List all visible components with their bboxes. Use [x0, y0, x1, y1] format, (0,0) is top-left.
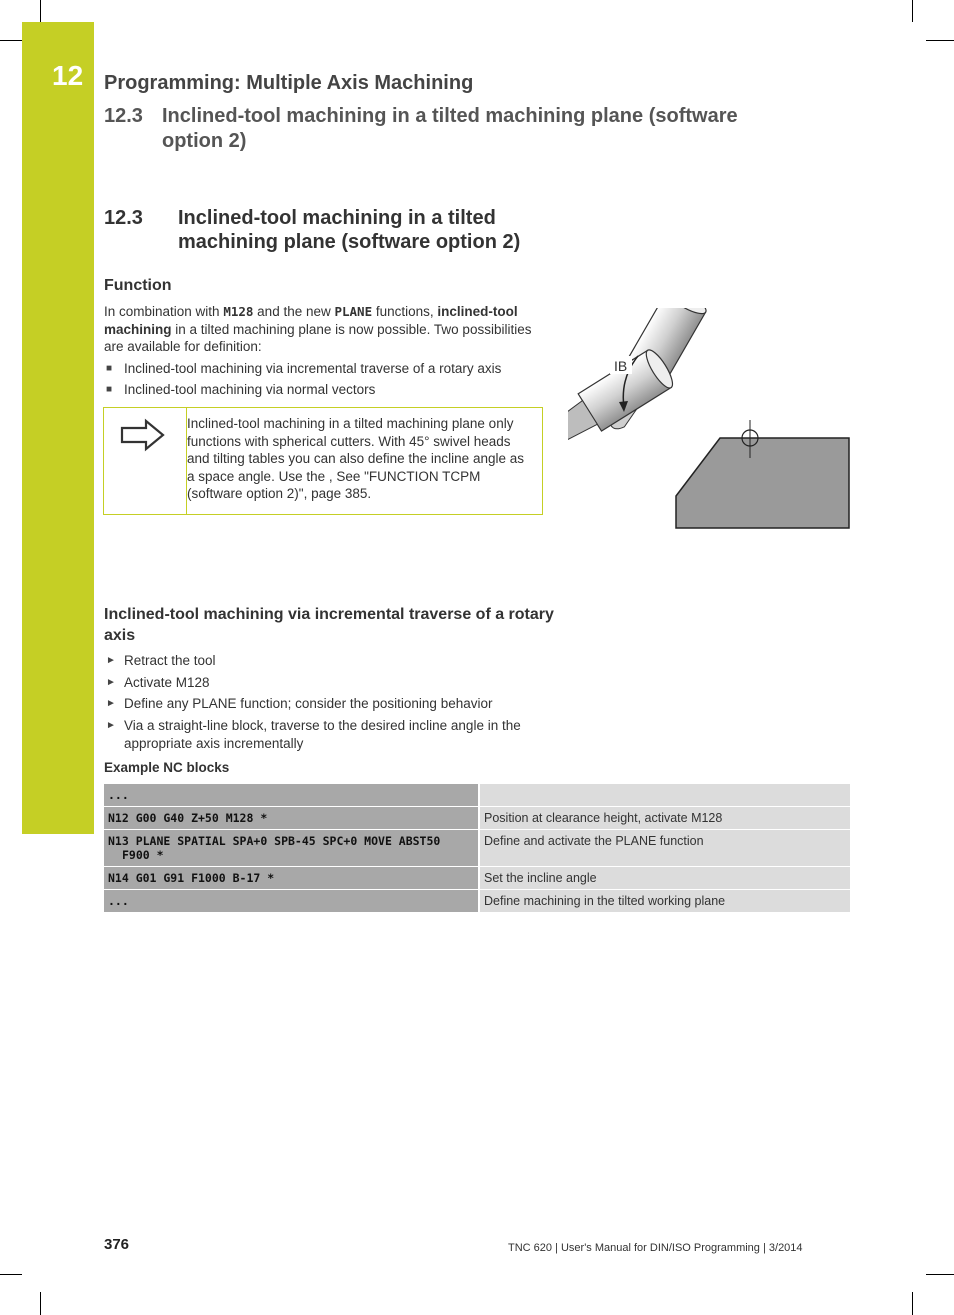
function-intro — [104, 303, 544, 356]
crop-mark — [912, 0, 913, 22]
crop-mark — [926, 40, 954, 41]
function-heading: Function — [104, 277, 172, 294]
list-item-text: Inclined-tool machining via normal vectors — [124, 382, 376, 397]
arrow-right-icon — [120, 418, 166, 457]
intro-text: functions, — [372, 304, 438, 319]
nc-code: N14 G01 G91 F1000 B-17 * — [104, 867, 479, 890]
step-text: Via a straight-line block, traverse to the desired incline angle in the appropriate axis incrementally — [124, 718, 521, 751]
crop-mark — [912, 1292, 913, 1315]
nc-code: ... — [104, 890, 479, 913]
step-arrow-icon: ► — [106, 655, 116, 666]
crop-mark — [40, 0, 41, 22]
crop-mark — [40, 1292, 41, 1315]
code-plane: PLANE — [334, 304, 373, 319]
figure-label: IB — [614, 358, 628, 374]
nc-code: ... — [104, 784, 479, 807]
bullet-icon: ■ — [106, 363, 113, 374]
page-number: 376 — [104, 1236, 130, 1253]
intro-text: In combination with — [104, 304, 224, 319]
code-m128: M128 — [223, 304, 254, 319]
incremental-heading: Inclined-tool machining via incremental traverse of a rotary axis — [104, 606, 554, 644]
note-box — [103, 407, 543, 515]
nc-description: Set the incline angle — [479, 867, 850, 890]
intro-text: and the new — [253, 304, 335, 319]
step-arrow-icon: ► — [106, 698, 116, 709]
example-label: Example NC blocks — [104, 760, 230, 775]
nc-description: Define and activate the PLANE function — [479, 830, 850, 867]
step-text: Activate M128 — [124, 675, 210, 690]
table-row — [104, 890, 850, 913]
chapter-tab — [22, 22, 94, 834]
step-text: Define any PLANE function; consider the positioning behavior — [124, 696, 493, 711]
nc-code: N13 PLANE SPATIAL SPA+0 SPB-45 SPC+0 MOVE ABST50 F900 * — [104, 830, 479, 867]
footer-text: TNC 620 | User's Manual for DIN/ISO Programming | 3/2014 — [508, 1242, 803, 1254]
table-row — [104, 807, 850, 830]
running-section-title: Inclined-tool machining in a tilted machining plane (software option 2) — [162, 105, 738, 152]
table-row — [104, 867, 850, 890]
nc-block-table — [104, 783, 850, 913]
crop-mark — [926, 1274, 954, 1275]
tool-tilt-figure — [568, 308, 853, 538]
intro-text: in a tilted machining plane is now possible. Two possibilities are available for definition: — [104, 321, 532, 354]
nc-description: Define machining in the tilted working plane — [479, 890, 850, 913]
table-row — [104, 830, 850, 867]
step-arrow-icon: ► — [106, 720, 116, 731]
list-item-text: Inclined-tool machining via incremental traverse of a rotary axis — [124, 361, 502, 376]
nc-code: N12 G00 G40 Z+50 M128 * — [104, 807, 479, 830]
table-row — [104, 784, 850, 807]
section-number: 12.3 — [104, 207, 143, 229]
step-text: Retract the tool — [124, 653, 216, 668]
nc-description — [479, 784, 850, 807]
section-title: Inclined-tool machining in a tilted machining plane (software option 2) — [178, 207, 521, 253]
crop-mark — [0, 40, 22, 41]
crop-mark — [0, 1274, 22, 1275]
intro-bold: inclined-tool machining — [104, 304, 518, 337]
bullet-icon: ■ — [106, 384, 113, 395]
running-section-number: 12.3 — [104, 105, 143, 127]
chapter-number: 12 — [52, 60, 84, 91]
chapter-title: Programming: Multiple Axis Machining — [104, 72, 474, 94]
nc-description: Position at clearance height, activate M128 — [479, 807, 850, 830]
step-arrow-icon: ► — [106, 677, 116, 688]
note-text: Inclined-tool machining in a tilted machining plane only functions with spherical cutters. With 45° swivel heads and tilting tables you can also define the incline angle as a space angle. Use the , See "FUNCTION TCPM (software option 2)", page 385. — [187, 416, 524, 501]
